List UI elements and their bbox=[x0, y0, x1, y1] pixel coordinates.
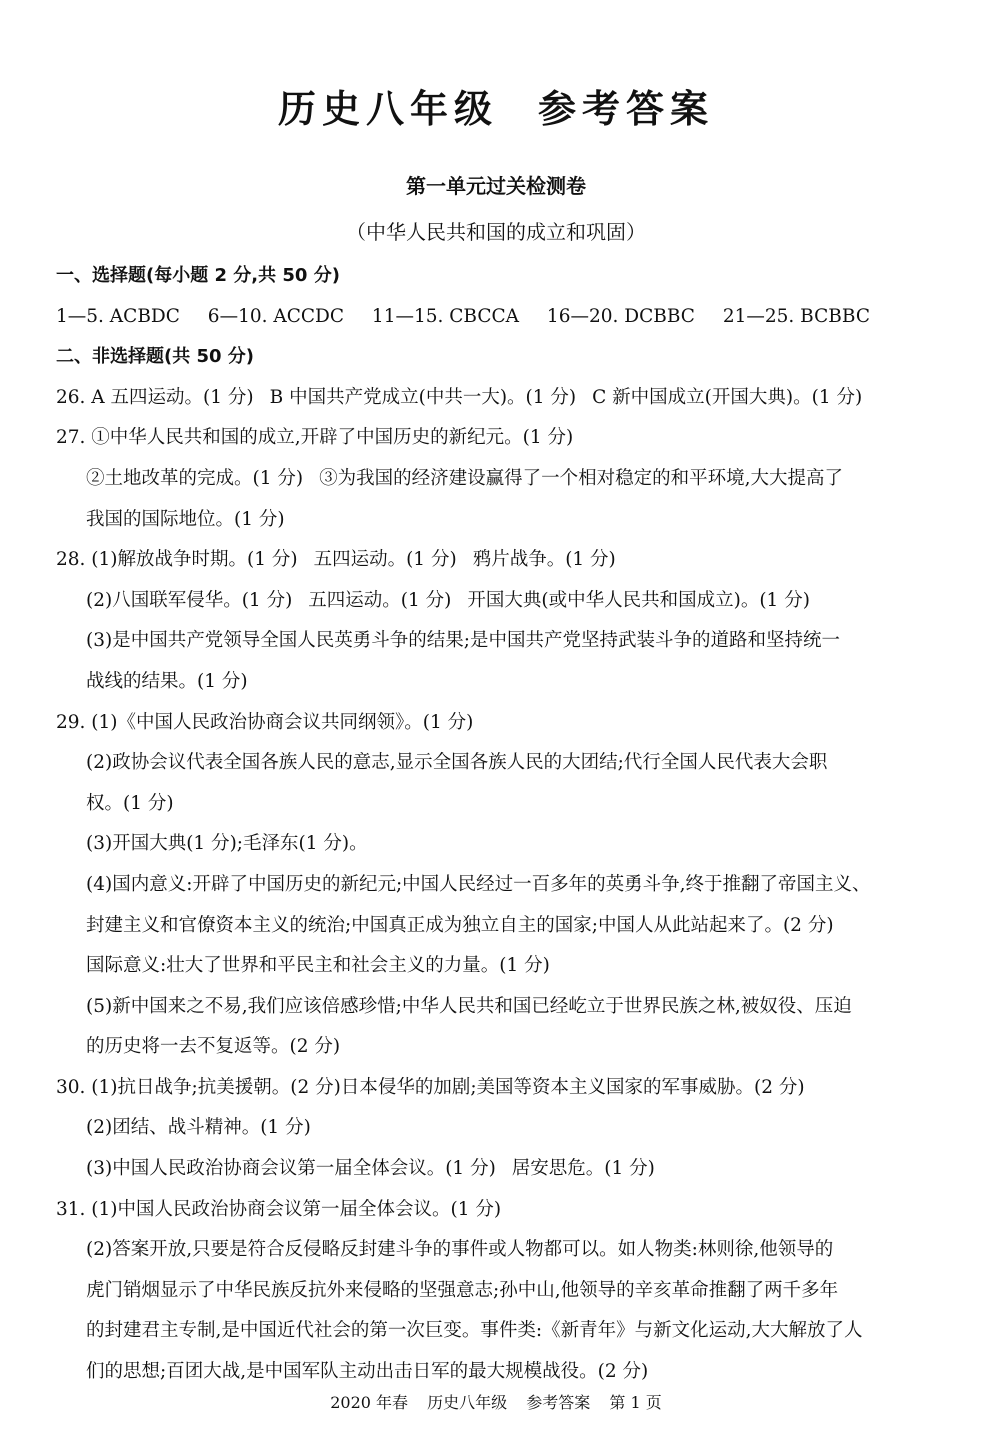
q26-part-c: C 新中国成立(开国大典)。(1 分) bbox=[592, 386, 863, 408]
q26-line bbox=[56, 378, 940, 419]
q29-line-7: 国际意义:壮大了世界和平民主和社会主义的力量。(1 分) bbox=[86, 955, 550, 977]
page-footer bbox=[0, 1390, 992, 1413]
q29-line-2: (2)政协会议代表全国各族人民的意志,显示全国各族人民的大团结;代行全国人民代表大会职 bbox=[86, 752, 828, 774]
q28-line-2 bbox=[56, 581, 940, 622]
q30-line-3 bbox=[56, 1149, 940, 1190]
q26-part-b: B 中国共产党成立(中共一大)。(1 分) bbox=[269, 386, 577, 408]
choice-answer-group: 11—15. CBCCA bbox=[371, 305, 520, 327]
footer-doc: 参考答案 bbox=[526, 1393, 591, 1412]
footer-subject: 历史八年级 bbox=[427, 1393, 508, 1412]
choice-answer-group: 6—10. ACCDC bbox=[207, 305, 345, 327]
q29-line-6: 封建主义和官僚资本主义的统治;中国真正成为独立自主的国家;中国人从此站起来了。(2 分) bbox=[86, 914, 834, 936]
choice-answer-group: 16—20. DCBBC bbox=[546, 305, 695, 327]
q28-1b: 五四运动。(1 分) bbox=[313, 549, 457, 571]
title-subject: 历史八年级 bbox=[277, 86, 498, 131]
choice-answers bbox=[56, 297, 940, 338]
page-title bbox=[0, 78, 992, 133]
choice-answer-group: 1—5. ACBDC bbox=[56, 305, 180, 327]
section-heading-nonchoice: 二、非选择题(共 50 分) bbox=[56, 346, 255, 368]
q28-1c: 鸦片战争。(1 分) bbox=[472, 549, 616, 571]
q29-line-8: (5)新中国来之不易,我们应该倍感珍惜;中华人民共和国已经屹立于世界民族之林,被奴役、压迫 bbox=[86, 995, 852, 1017]
q28-1a: 28. (1)解放战争时期。(1 分) bbox=[56, 549, 298, 571]
q30-3b: 居安思危。(1 分) bbox=[511, 1158, 655, 1180]
footer-term: 2020 年春 bbox=[330, 1393, 409, 1412]
q29-line-5: (4)国内意义:开辟了中国历史的新纪元;中国人民经过一百多年的英勇斗争,终于推翻了帝国主义、 bbox=[86, 873, 871, 895]
q30-3a: (3)中国人民政治协商会议第一届全体会议。(1 分) bbox=[86, 1158, 496, 1180]
section-heading-choice: 一、选择题(每小题 2 分,共 50 分) bbox=[56, 265, 340, 286]
q29-line-3: 权。(1 分) bbox=[86, 792, 174, 814]
q28-2b: 五四运动。(1 分) bbox=[308, 589, 452, 611]
answer-body bbox=[56, 256, 940, 1393]
q27-line-2 bbox=[56, 459, 940, 500]
q29-line-1: 29. (1)《中国人民政治协商会议共同纲领》。(1 分) bbox=[56, 711, 474, 733]
title-doc: 参考答案 bbox=[538, 86, 715, 131]
q28-line-1 bbox=[56, 540, 940, 581]
choice-answer-group: 21—25. BCBBC bbox=[722, 305, 870, 327]
q27-part-2: ②土地改革的完成。(1 分) bbox=[86, 467, 304, 489]
q27-line-3: 我国的国际地位。(1 分) bbox=[86, 508, 285, 530]
q31-line-1: 31. (1)中国人民政治协商会议第一届全体会议。(1 分) bbox=[56, 1198, 502, 1220]
q28-2a: (2)八国联军侵华。(1 分) bbox=[86, 589, 293, 611]
q29-line-4: (3)开国大典(1 分);毛泽东(1 分)。 bbox=[86, 833, 368, 855]
footer-page-number: 第 1 页 bbox=[609, 1393, 662, 1412]
q27-line-1: 27. ①中华人民共和国的成立,开辟了中国历史的新纪元。(1 分) bbox=[56, 427, 574, 449]
q26-part-a: 26. A 五四运动。(1 分) bbox=[56, 386, 254, 408]
q29-line-9: 的历史将一去不复返等。(2 分) bbox=[86, 1036, 341, 1058]
q31-line-3: 虎门销烟显示了中华民族反抗外来侵略的坚强意志;孙中山,他领导的辛亥革命推翻了两千多年 bbox=[86, 1279, 839, 1301]
q31-line-5: 们的思想;百团大战,是中国军队主动出击日军的最大规模战役。(2 分) bbox=[86, 1361, 649, 1383]
q31-line-4: 的封建君主专制,是中国近代社会的第一次巨变。事件类:《新青年》与新文化运动,大大解放了人 bbox=[86, 1320, 863, 1342]
unit-subtitle: （中华人民共和国的成立和巩固） bbox=[346, 220, 646, 244]
unit-title: 第一单元过关检测卷 bbox=[406, 174, 586, 198]
q27-part-3: ③为我国的经济建设赢得了一个相对稳定的和平环境,大大提高了 bbox=[319, 467, 843, 489]
q31-line-2: (2)答案开放,只要是符合反侵略反封建斗争的事件或人物都可以。如人物类:林则徐,他领导的 bbox=[86, 1239, 834, 1261]
q30-line-2: (2)团结、战斗精神。(1 分) bbox=[86, 1117, 311, 1139]
q28-line-3: (3)是中国共产党领导全国人民英勇斗争的结果;是中国共产党坚持武装斗争的道路和坚持统一 bbox=[86, 630, 840, 652]
q28-2c: 开国大典(或中华人民共和国成立)。(1 分) bbox=[467, 589, 810, 611]
q28-line-4: 战线的结果。(1 分) bbox=[86, 670, 248, 692]
q30-line-1: 30. (1)抗日战争;抗美援朝。(2 分)日本侵华的加剧;美国等资本主义国家的军事威胁。(2 分) bbox=[56, 1076, 805, 1098]
